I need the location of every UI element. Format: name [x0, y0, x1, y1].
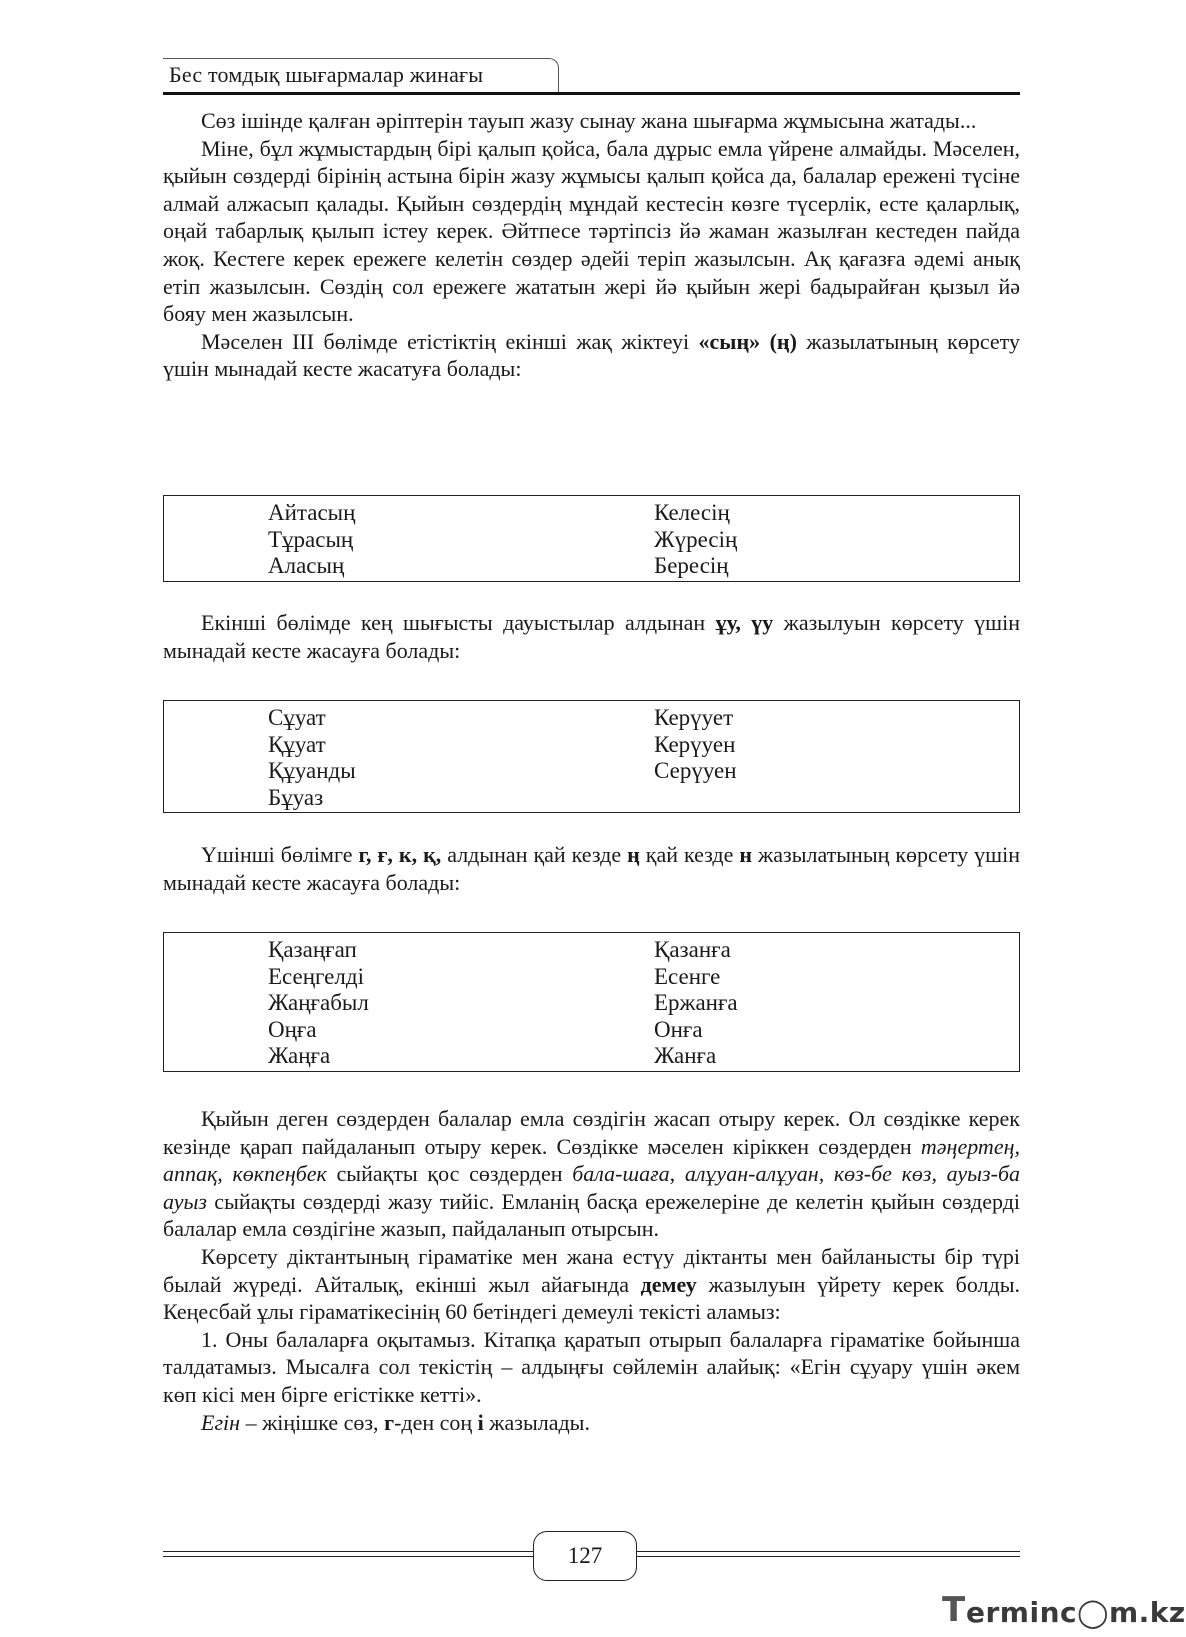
word-right-cell: Жанға — [654, 1043, 717, 1068]
paragraph-3: Мәселен ІІІ бөлімде етістіктің екінші жақ жіктеуі «сың» (ң) жазылатының көрсету үшін мынадай кесте жасатуға болады: — [163, 328, 1020, 382]
word-right-cell: Қазанға — [654, 937, 731, 962]
running-header — [163, 58, 1020, 96]
word-left-cell: Қазаңғап — [268, 937, 357, 962]
terminkom-watermark — [940, 1590, 1186, 1630]
word-left-cell: Аласың — [268, 553, 345, 578]
paragraph-2: Міне, бұл жұмыстардың бірі қалып қойса, бала дұрыс емла үйрене алмайды. Мәселен, қыйын сөздерді бірінің астына бірін жазу жұмысы қалып қойса да, балалар ережені түсіне алмай алжасып қалады. Қыйын сөздердің мұндай кестесін көзге түсерлік, есте қаларлық, оңай табарлық қылып істеу керек. Әйтпесе тәртіпсіз йә жаман жазылған кестеден пайда жоқ. Кестеге керек ережеге келетін сөздер әдейі теріп жазылсын. Ақ қағазға әдемі анық етіп жазылсын. Сөздің сол ережеге жататын жері йә қыйын жері бадырайған қызыл йә бояу мен жазылсын. — [163, 135, 1020, 327]
table-row — [164, 964, 1020, 991]
word-left-cell: Тұрасың — [268, 526, 354, 552]
word-right-cell: Есенге — [654, 963, 721, 989]
table-row — [164, 553, 1020, 581]
paragraph-9: Егін – жіңішке сөз, г-ден соң і жазылады. — [201, 1409, 590, 1435]
word-left-cell: Жаңғабыл — [268, 990, 369, 1015]
word-right-cell: Жүресің — [654, 526, 738, 552]
word-right-cell: Керүует — [654, 705, 734, 730]
paragraph-6: Қыйын деген сөздерден балалар емла сөздігін жасап отыру керек. Ол сөздікке керек кезінде қарап пайдаланып отыру керек. Сөздікке мәселен кіріккен сөздерден тәңертең, аппақ, көкпеңбек сыйақты қос сөздерден бала-шаға, алұуан-алұуан, көз-бе көз, ауыз-ба ауыз сыйақты сөздерді жазу тийіс. Емланің басқа ережелеріне де келетін қыйын сөздерді балалар емла сөздігіне жазып, пайдаланып отырсын. — [163, 1106, 1021, 1242]
table-row — [164, 990, 1020, 1017]
page-footer — [163, 1531, 1020, 1581]
word-left-cell: Бұуаз — [268, 784, 324, 810]
paragraph-5: Үшінші бөлімге г, ғ, к, қ, алдынан қай кезде ң қай кезде н жазылатының көрсету үшін мынадай кесте жасауға болады: — [163, 842, 1020, 895]
bold-letters: ұу, үу — [715, 610, 774, 635]
word-left-cell: Құуанды — [268, 758, 356, 783]
table-row — [164, 496, 1020, 527]
word-right-cell — [654, 785, 1020, 813]
word-table-3 — [163, 932, 1020, 1072]
bold-suffix: «сың» (ң) — [698, 328, 797, 354]
word-table-1 — [163, 495, 1020, 582]
word-right-cell: Ержанға — [654, 990, 738, 1015]
word-right-cell: Келесің — [654, 500, 730, 525]
word-left-cell: Оңға — [268, 1016, 317, 1042]
paragraph-4: Екінші бөлімде кең шығысты дауыстылар алдынан ұу, үу жазылуын көрсету үшін мынадай кесте жасауға болады: — [163, 610, 1020, 663]
word-left-cell: Жаңға — [268, 1043, 331, 1068]
watermark-text: erminc◯m.kz — [966, 1596, 1186, 1629]
word-left-cell: Сұуат — [268, 705, 326, 730]
word-left-cell: Құуат — [268, 731, 326, 757]
word-left-cell: Айтасың — [268, 500, 356, 525]
word-table-2 — [163, 700, 1020, 813]
watermark-letter: T — [942, 1590, 966, 1630]
table-row — [164, 758, 1020, 785]
table-row — [164, 1017, 1020, 1044]
table-row — [164, 701, 1020, 732]
page-number-box — [533, 1531, 637, 1581]
word-right-cell: Онға — [654, 1016, 703, 1042]
word-right-cell: Бересің — [654, 553, 729, 578]
table-row — [164, 1043, 1020, 1071]
table-row — [164, 933, 1020, 964]
intro-text-block — [163, 107, 1020, 383]
table-row — [164, 732, 1020, 759]
word-right-cell: Серүуен — [654, 758, 737, 783]
word-left-cell: Есеңгелді — [268, 963, 364, 989]
paragraph-1: Сөз ішінде қалған әріптерін тауып жазу сынау жана шығарма жұмысына жатады... — [201, 108, 977, 133]
header-title: Бес томдық шығармалар жинағы — [169, 62, 484, 87]
text-block-3 — [163, 841, 1020, 896]
paragraph-7: Көрсету діктантының гіраматіке мен жана естүу діктанты мен байланысты бір түрі былай жүреді. Айталық, екінші жыл айағында демеу жазылуын үйрету керек болды. Кеңесбай ұлы гіраматікесінің 60 бетіндегі демеулі текісті аламыз: — [163, 1243, 1020, 1325]
table-row — [164, 527, 1020, 554]
paragraph-8: 1. Оны балаларға оқытамыз. Кітапқа қаратып отырып балаларға гіраматіке бойынша талдатамыз. Мысалға сол текістің – алдыңғы сөйлемін алайық: «Егін сұуару үшін әкем көп кісі мен бірге егістікке кетті». — [163, 1326, 1020, 1407]
word-right-cell: Керүуен — [654, 731, 736, 757]
header-rule — [163, 92, 1020, 95]
table-row — [164, 785, 1020, 813]
text-block-4 — [163, 1105, 1020, 1436]
page-number: 127 — [567, 1543, 603, 1568]
text-block-2 — [163, 609, 1020, 664]
